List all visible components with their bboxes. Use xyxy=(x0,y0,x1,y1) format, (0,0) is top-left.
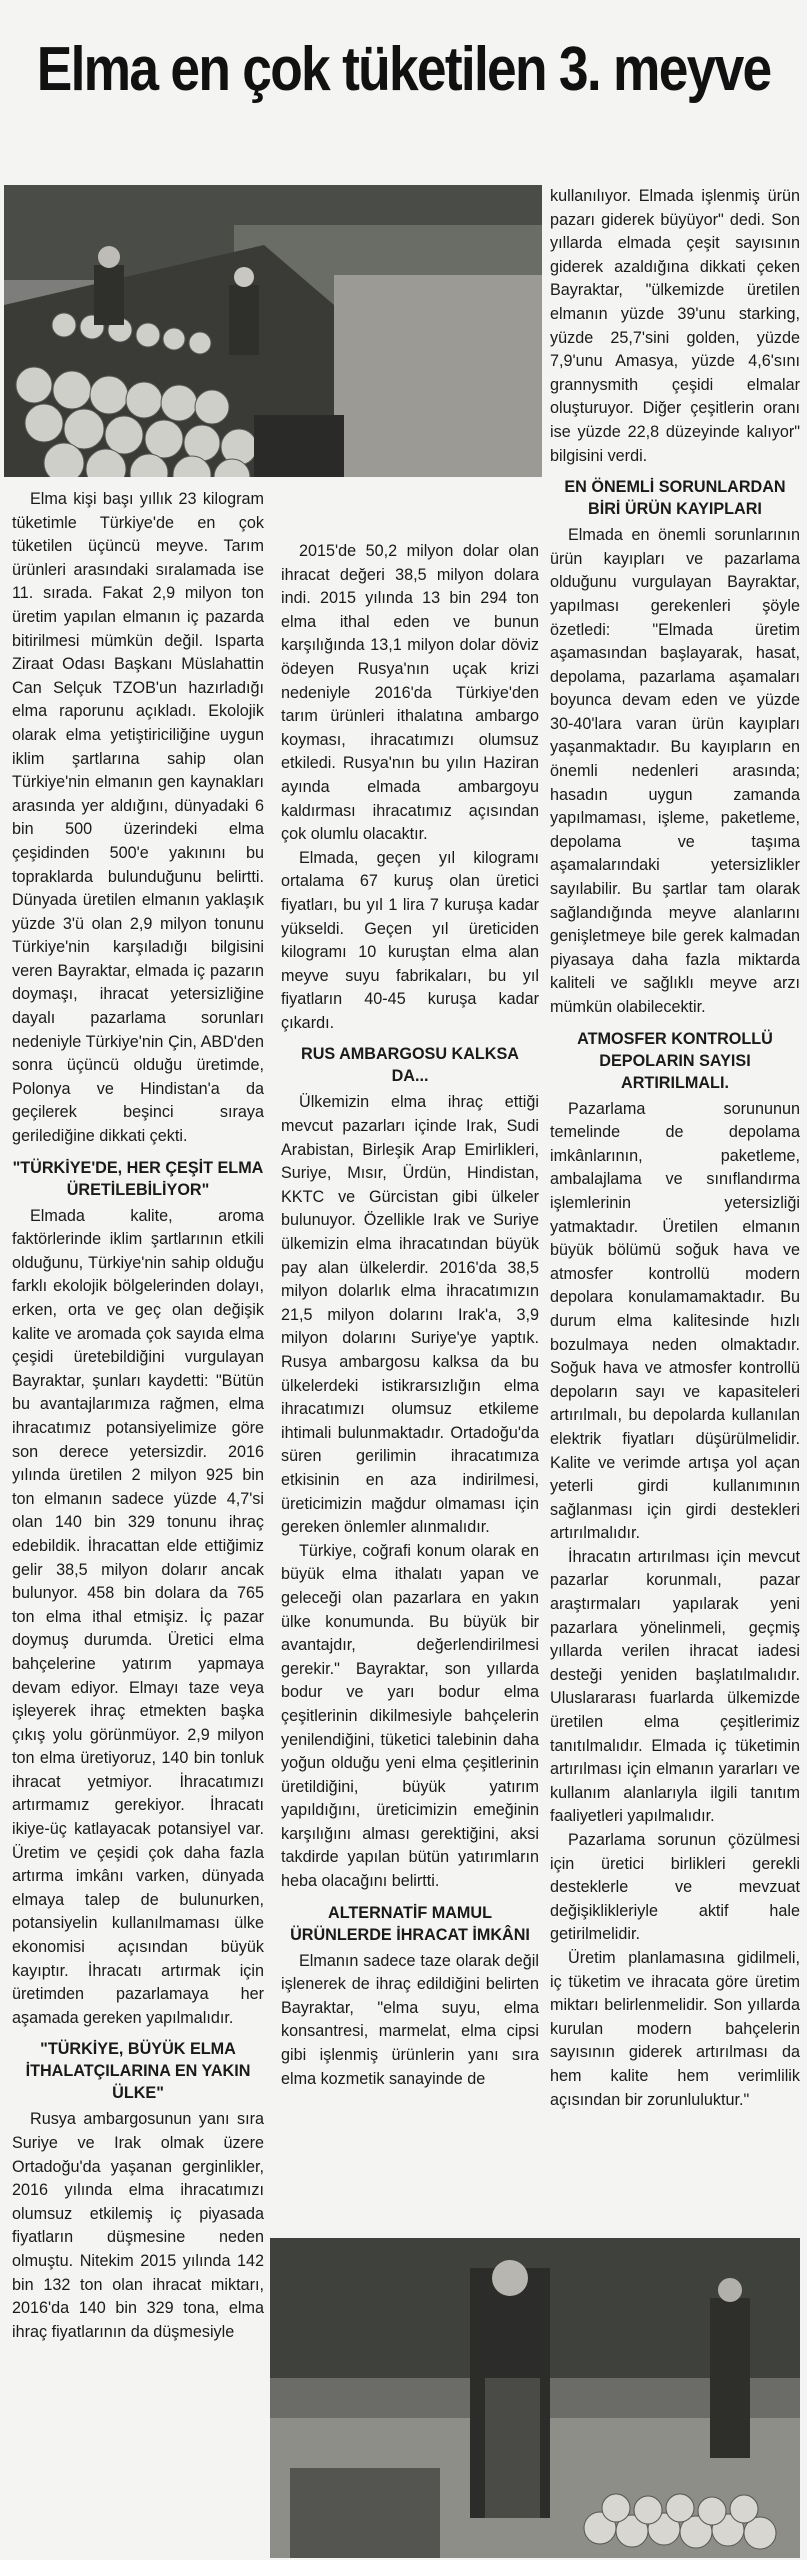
paragraph: Ülkemizin elma ihraç ettiği mevcut pazarları içinde Irak, Sudi Arabistan, Birleşik Arap Emirlikleri, Suriye, Mısır, Ürdün, Hindistan, KKTC ve Gürcistan gibi ülkeler bulunuyor. Özellikle Irak ve Suriye ülkemizin elma ihracatından büyük pay alan ülkelerdir. 2016'da 38,5 milyon dolarlık elma ihracatımızın 21,5 milyon dolarını Irak'a, 3,9 milyon dolarını Suriye'ye yaptık. Rusya ambargosu kalksa da bu ülkelerdeki istikrarsızlığın elma ihracatımızı olumsuz etkileme ihtimali bulunmaktadır. Ortadoğu'da süren gerilimin ihracatımıza etkisinin en aza indirilmesi, üreticimizin mağdur olmaması için gereken önlemler alınmalıdır. xyxy=(281,1093,539,1537)
paragraph: Rusya ambargosunun yanı sıra Suriye ve Irak olmak üzere Ortadoğu'da yaşanan gerginlikler, 2016 yılında elma ihracatımızı olumsuz etkilemiş iç piyasada fiyatların düşmesine neden olmuştu. Nitekim 2015 yılında 142 bin 132 ton olan ihracat miktarı, 2016'da 140 bin 329 tona, elma ihraç fiyatlarının da düşmesiyle xyxy=(12,2110,264,2341)
subheading: "TÜRKİYE'DE, HER ÇEŞİT ELMA ÜRETİLEBİLİYOR" xyxy=(12,1158,264,1199)
paragraph: Üretim planlamasına gidilmeli, iç tüketim ve ihracata göre üretim miktarı belirlenmelidir. Son yıllarda kurulan modern bahçelerin sayısının giderek artırılması da hem kalite hem verimlilik açısından bir zorunluluktur." xyxy=(550,1948,800,2109)
subheading: EN ÖNEMLİ SORUNLARDAN BİRİ ÜRÜN KAYIPLARI xyxy=(564,478,786,519)
paragraph: İhracatın artırılması için mevcut pazarlar korunmalı, pazar araştırmaları yapılarak yeni pazarlara yönelinmeli, geçmiş yıllarda verilen ihracat iadesi desteği yeniden başlatılmalıdır. Uluslararası fuarlarda ülkemizde üretilen elma çeşitlerimiz tanıtılmalıdır. Elmada iç tüketimin artırılması için elmanın yararları ve kullanım alanlarıyla ilgili tanıtım faaliyetleri yapılmalıdır. xyxy=(550,1547,800,1826)
paragraph: Elmanın sadece taze olarak değil işlenerek de ihraç edildiğini belirten Bayraktar, "elma suyu, elma konsantresi, marmelat, elma cipsi gibi işlenmiş ürünlerin yanı sıra elma kozmetik sanayinde de xyxy=(281,1951,539,2088)
paragraph: Elmada en önemli sorunlarının ürün kayıpları ve pazarlama olduğunu vurgulayan Bayraktar, yapılması gerekenleri şöyle özetledi: "Elmada üretim aşamasından başlayarak, hasat, depolama, pazarlama aşamaları boyunca devam eden ve yüzde 30-40'lara varan ürün kayıpları yaşanmaktadır. Bu kayıpların en önemli nedenleri arasında; hasadın uygun zamanda yapılmaması, işleme, paketleme, depolama ve taşıma aşamalarındaki yetersizlikler sayılabilir. Bu şartlar tam olarak sağlandığında meyve alanlarını genişletmeye bile gerek kalmadan piyasaya daha fazla miktarda kaliteli ve sağlıklı meyve arzı mümkün olabilecektir. xyxy=(550,526,800,1016)
subheading: RUS AMBARGOSU KALKSA DA... xyxy=(301,1045,519,1086)
paragraph: Elmada kalite, aroma faktörlerinde iklim şartlarının etkili olduğunu, Türkiye'nin sahip olduğu farklı ekolojik bölgelerinden dolayı, erken, orta ve geç olan değişik kalite ve aromada çok sayıda elma çeşidi üretebildiğini vurgulayan Bayraktar, şunları kaydetti: "Bütün bu avantajlarımıza rağmen, elma ihracatımız potansiyelimize göre son derece yetersizdir. 2016 yılında üretilen 2 milyon 925 bin ton elmanın sadece yüzde 4,7'si olan 140 bin 329 tonunu ihraç edebildik. İhracattan elde ettiğimiz gelir 38,5 milyon dolarır ancak bulunyor. 458 bin dolara da 765 ton elma ithal etmişiz. İç pazar doymuş durumda. Üretici elma bahçelerine yatırım yapmaya devam ediyor. Elmayı taze veya işleyerek ihraç etmekten başka çıkış yolu görünmüyor. 2,9 milyon ton elma üretiyoruz, 140 bin tonluk ihracat yetmiyor. İhracatımızı artırmamız gerekiyor. İhracatı ikiye-üç katlayacak potansiyel var. Üretim ve çeşidi çok daha fazla artırma imkânı varken, dünyada elmaya talep de bulunurken, potansiyelin kullanılmaması ülke ekonomisi açısından büyük kayıptır. İhracatı artırmak için üretimden pazarlamaya her aşamada gereken yapılmalıdır. xyxy=(12,1206,264,2027)
paragraph: 2015'de 50,2 milyon dolar olan ihracat değeri 38,5 milyon dolara indi. 2015 yılında 13 bin 294 ton elma ithal eden ve bunun karşılığında 13,1 milyon dolar döviz ödeyen Rusya'nın uçak krizi nedeniyle 2016'da Türkiye'den tarım ürünleri ithalatına ambargo koyması, ihracatımızı olumsuz etkiledi. Rusya'nın bu yılın Haziran ayında elmada ambargoyu kaldırması ihracatımız açısından çok olumlu olacaktır. xyxy=(281,542,539,844)
subheading: "TÜRKİYE, BÜYÜK ELMA İTHALATÇILARINA EN YAKIN ÜLKE" xyxy=(25,2040,251,2103)
subheading: ATMOSFER KONTROLLÜ DEPOLARIN SAYISI ARTIRILMALI. xyxy=(577,1029,773,1092)
article-column-3 xyxy=(550,185,800,2112)
paragraph: Elmada, geçen yıl kilogramı ortalama 67 kuruş olan üretici fiyatları, bu yıl 1 lira 7 kuruşa kadar yükseldi. Geçen yıl üreticiden kilogramı 10 kuruştan elma alan meyve suyu fabrikaları, bu yıl fiyatların 40-45 kuruşa kadar çıkardı. xyxy=(281,848,539,1032)
headline xyxy=(0,10,807,128)
article-column-1 xyxy=(12,488,264,2344)
paragraph: Elma kişi başı yıllık 23 kilogram tüketimle Türkiye'de en çok tüketilen üçüncü meyve. Tarım ürünleri arasındaki sıralamada ise 11. sırada. Fakat 2,9 milyon ton üretim yapılan elmanın iç pazarda bitirilmesi mümkün değil. Isparta Ziraat Odası Başkanı Müslahattin Can Selçuk TZOB'un hazırladığı elma raporunu açıkladı. Ekolojik olarak elma yetiştiriciliğine uygun iklim şartlarına sahip olan Türkiye'nin elmanın gen kaynakları arasında yer aldığını, dünyadaki 6 bin 500 üzerindeki elma çeşidinden 500'e yakınını bu topraklarda bulunduğunu belirtti. Dünyada üretilen elmanın yaklaşık yüzde 3'ü olan 2,9 milyon tonunu Türkiye'nin karşıladığı bilgisini veren Bayraktar, elmada iç pazarın doymaşı, ihracat yetersizliğine dayalı pazarlama sorunları nedeniyle Türkiye'nin Çin, ABD'den sonra üçüncü olduğu üretimde, Polonya ve Hindistan'a da geçilerek beşinci sıraya gerilediğine dikkati çekti. xyxy=(12,490,264,1146)
paragraph: Pazarlama sorunun çözülmesi için üretici birlikleri gerekli desteklerle ve mevzuat değişiklikleriyle aktif hale getirilmelidir. xyxy=(550,1831,800,1944)
apple-harvest-worker-photo xyxy=(270,2238,800,2558)
paragraph: Pazarlama sorununun temelinde de depolama imkânlarının, paketleme, ambalajlama ve sınıflandırma işlemlerinin yetersizliği yatmaktadır. Üretilen elmanın büyük bölümü soğuk hava ve atmosfer kontrollü modern depolara konulamamaktadır. Bu durum elma kalitesinde hızlı bozulmaya neden olmaktadır. Soğuk hava ve atmosfer kontrollü depoların sayı ve kapasiteleri artırılmalı, bu depolarda kullanılan elektrik fiyatları düşürülmelidir. Kalite ve verimde artışa yol açan yeterli girdi kullanımının sağlanması için girdi destekleri artırılmalıdır. xyxy=(550,1099,800,1543)
paragraph: kullanılıyor. Elmada işlenmiş ürün pazarı giderek büyüyor" dedi. Son yıllarda elmada çeşit sayısının giderek azaldığına dikkati çeken Bayraktar, "ülkemizde üretilen elmanın yüzde 39'unu starking, yüzde 25,7'sini golden, yüzde 7,9'unu Amasya, yüzde 4,6'sını grannysmith çeşidi elmalar oluşturuyor. Diğer çeşitlerin oranı ise yüzde 22,8 düzeyinde kalıyor" bilgisini verdi. xyxy=(550,187,800,465)
subheading: ALTERNATİF MAMUL ÜRÜNLERDE İHRACAT İMKÂNI xyxy=(290,1903,530,1944)
paragraph: Türkiye, coğrafi konum olarak en büyük elma ithalatı yapan ve geleceği olan pazarlara en yakın ülke konumunda. Bu büyük bir avantajdır, değerlendirilmesi gerekir." Bayraktar, son yıllarda bodur ve yarı bodur elma çeşitlerinin dikilmesiyle bahçelerin yenilendiğini, tüketici talebinin daha yoğun olduğu yeni elma çeşitlerinin üretildiğini, büyük yatırım yapıldığını, üreticimizin emeğinin karşılığını alması gerektiğini, aksi takdirde yapılan bütün yatırımların heba olacağını belirtti. xyxy=(281,1541,539,1891)
article-column-2 xyxy=(281,540,539,2091)
headline-text: Elma en çok tüketilen 3. meyve xyxy=(36,34,771,104)
apple-crates-photo xyxy=(4,185,542,477)
